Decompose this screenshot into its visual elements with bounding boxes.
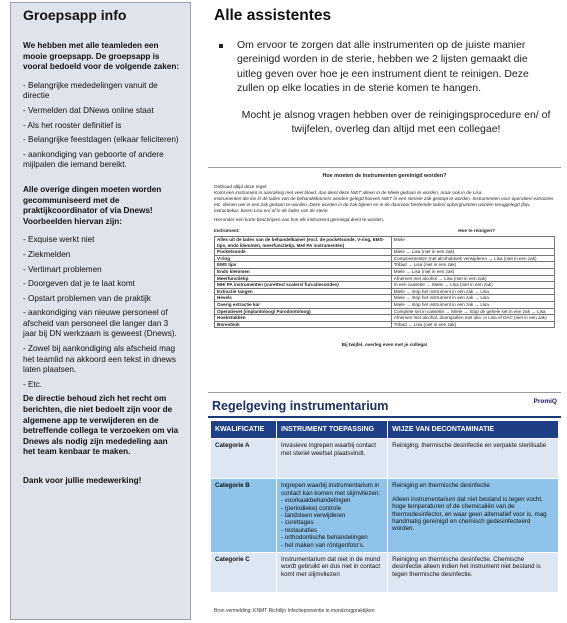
- column-header: Instrument:: [214, 228, 240, 233]
- instrument-cell: Operatieset (implantoloog/ Parodontoloog): [215, 308, 392, 315]
- table-row: [215, 255, 555, 262]
- table-row: [215, 262, 555, 269]
- method-cell: In een cassette → Miele → Lisa (niet in een zak): [391, 282, 554, 289]
- list-item: - Zowel bij aankondiging als afscheid mag het teamlid na akkoord een tekst in dnews laten plaatsen.: [23, 344, 176, 375]
- instrument-cell: Borenblok: [215, 321, 392, 328]
- table-row: [215, 288, 555, 295]
- doc-title: Hoe moeten de instrumenten gereinigd worden?: [322, 173, 447, 179]
- regelgeving-table: [210, 420, 559, 593]
- list-item: - aankondiging van geboorte of andere mijlpalen die iemand bereikt.: [23, 149, 164, 170]
- promiq-logo: PromiQ: [533, 398, 557, 405]
- intro-text-2: Alle overige dingen moeten worden gecommuniseerd met de praktijkcoordinator of via Dnews! Voorbeelden hiervan zijn:: [23, 184, 162, 226]
- list-item: - Belangrijke mededelingen vanuit de directie: [23, 80, 158, 101]
- column-header: INSTRUMENT TOEPASSING: [277, 421, 388, 439]
- method-cell: Miele → Lisa (niet in een zak): [391, 249, 554, 256]
- method-cell: Afnemen met alcohol, doorspulten met olie, in Lisa of DAC (niet in een zak): [391, 315, 554, 322]
- intro-text: We hebben met alle teamleden een mooie groepsapp. De groepsapp is vooral bedoeld voor de volgende zaken:: [23, 41, 180, 72]
- table-row: [215, 282, 555, 289]
- list-item: - Opstart problemen van de praktijk: [23, 293, 151, 303]
- list-item: - Vermelden dat DNews online staat: [23, 105, 154, 115]
- column-header: Hoe te reinigen?: [458, 228, 495, 233]
- regelgeving-section: [208, 396, 561, 620]
- instrument-cell: EMS tips: [215, 262, 392, 269]
- table-row: [215, 301, 555, 308]
- groepsapp-info-panel: [10, 2, 191, 620]
- other-matters-list: [23, 235, 182, 390]
- list-item: - tandsteen verwijderen: [281, 512, 383, 519]
- list-item: - Ziekmelden: [23, 249, 71, 259]
- list-item: - Exquise werkt niet: [23, 235, 95, 245]
- category-b-method-2: Alleen instrumentarium dat niet bestand is tegen vocht, hoge temperaturen of de chemicaliën van de thermodesinfector, en waar geen alternatief voor is, mag handmatig gereinigd en chemisch gedesinfecteerd worden.: [392, 495, 547, 533]
- announcement-paragraph-1: Om ervoor te zorgen dat alle instrumenten op de juiste manier gereinigd worden in de sterie, hebben we 2 lijsten gemaakt die uitleg geven over hoe je een instrument dient te reinigen. Deze zullen op elke locaties in de sterie komen te hangen.: [237, 39, 529, 94]
- doc-line: Instrumenten die los in de lades van de behandelkamers worden gelegd hoeven NIET in een steriele zak gestopt te worden. Instrumenten voor operaties/ extracties etc. dienen wel in een zak gedaan te worden. Deze worden in de zak bijleen en in de daarvoor bestemde lades/ opbergruimten worden teruggelegd (bijv. extractiekar, boren Lisa en/ of in de lades van de sterie.: [214, 196, 554, 213]
- doc-footer: Bij twijfel, overleg even met je collega!: [341, 342, 428, 348]
- list-item: - voorkaakbehandelingen: [281, 497, 383, 504]
- list-item: - restauraties: [281, 527, 383, 534]
- list-item: - Als het rooster definitief is: [23, 120, 122, 130]
- category-b-use: [277, 479, 388, 553]
- announcement: [219, 38, 555, 137]
- column-header: WIJZE VAN DECONTAMINATIE: [388, 421, 559, 439]
- category-b-method: [388, 479, 559, 553]
- cleaning-instructions-document: [208, 167, 561, 393]
- instrument-cell: MH/ PA instrumenten (curettes/ scalers/ furcatiesondes): [215, 282, 392, 289]
- announcement-paragraph-2: Mocht je alsnog vragen hebben over de reinigingsprocedure en/ of twijfelen, overleg dan altijd met een collegae!: [241, 109, 551, 136]
- instrument-cell: V-ring: [215, 255, 392, 262]
- main-content: [200, 0, 562, 623]
- method-cell: Compoestresten met alcoholdoek verwijderen → Lisa (niet in een zak): [391, 255, 554, 262]
- list-item: - Belangrijke feestdagen (elkaar feliciteren): [23, 135, 179, 145]
- panel-title: Groepsapp info: [23, 7, 127, 23]
- doc-table-header: [214, 228, 555, 234]
- category-b-use-text: Ingrepen waarbij instrumentarium in contact kan komen met slijmvliezen:: [281, 482, 381, 497]
- regelgeving-title: Regelgeving instrumentarium: [212, 399, 389, 413]
- category-a-use: Invasieve ingrepen waarbij contact met steriel weefsel plaatsvindt.: [277, 439, 388, 479]
- thanks-text: Dank voor jullie medewerking!: [23, 476, 142, 485]
- main-title: Alle assistentes: [214, 7, 332, 24]
- instrument-cell: Endo klemmen: [215, 268, 392, 275]
- instrument-cell: Extractie tangen: [215, 288, 392, 295]
- instrument-cell: Hoekstukken: [215, 315, 392, 322]
- instrument-cell: Overig extractie kar: [215, 301, 392, 308]
- list-item: - curettages: [281, 519, 383, 526]
- category-b: Categorie B: [211, 479, 277, 553]
- bullet-icon: [219, 44, 223, 48]
- category-a-method: Reiniging, thermische desinfectie en verpakte sterilisatie: [388, 439, 559, 479]
- list-item: - het maken van röntgenfoto's.: [281, 542, 383, 549]
- list-item: - aankondiging van nieuwe personeel of afscheid van personeel die langer dan 3 jaar bij DN werkzaam is geweest (Dnews).: [23, 308, 177, 339]
- method-cell: Miele → stop het instrument in een zak → Lisa: [391, 295, 554, 302]
- category-b-list: [281, 497, 383, 549]
- category-a: Categorie A: [211, 439, 277, 479]
- category-c: Categorie C: [211, 553, 277, 593]
- method-cell: Miele → stop het instrument in een zak → Lisa: [391, 301, 554, 308]
- instrument-cell: Pocketsonde: [215, 249, 392, 256]
- category-b-method-1: Reiniging en thermische desinfectie: [392, 482, 490, 490]
- category-c-method: Reiniging en thermische desinfectie. Chemische desinfectie alleen indien het instrument niet bestand is tegen thermische desinfectie.: [388, 553, 559, 593]
- source-note: Bron vermelding: KNMT Richtlijn Infectiepreventie in mondzorgpraktijken: [214, 608, 375, 614]
- table-row: [211, 479, 559, 553]
- method-cell: Miele → Lisa (niet in een zak): [391, 268, 554, 275]
- table-row: [215, 321, 555, 328]
- doc-line: Hieronder een korte beschrijven van hoe elk instrument gereinigd dient te worden.: [214, 217, 385, 222]
- doc-line: Onthoud altijd deze regel:: [214, 184, 268, 189]
- category-c-use: Instrumentarium dat niet in de mond wordt gebruikt en dus niet in contact komt met slijmvliezen: [277, 553, 388, 593]
- table-row: [215, 249, 555, 256]
- method-cell: Miele: [391, 237, 554, 249]
- table-row: [215, 308, 555, 315]
- doc-line: Komt een instrument in aanraking met veel bloed, dan dient deze NIET alleen in de Miele gedaan te worden, maar ook in de Lisa.: [214, 190, 483, 195]
- column-header: KWALIFICATIE: [211, 421, 277, 439]
- instrument-cell: Hevels: [215, 295, 392, 302]
- list-item: - Doorgeven dat je te laat komt: [23, 279, 135, 289]
- method-cell: Afnemen met alcohol → Lisa (niet in een zak): [391, 275, 554, 282]
- instrument-cell: Alles uit de lades van de behandelkamer (excl. de pocketsonde, V-ring, EMS-tips, endo klemmen, meerfunctietip, MH/ PA instrumenten): [215, 237, 392, 249]
- table-row: [211, 439, 559, 479]
- method-cell: Tribad → Lisa (niet in een zak): [391, 262, 554, 269]
- method-cell: Miele → stop het instrument in een zak → Lisa: [391, 288, 554, 295]
- table-row: [215, 315, 555, 322]
- instrument-cell: Meerfunctietip: [215, 275, 392, 282]
- table-row: [215, 295, 555, 302]
- directie-note: De directie behoud zich het recht om berichten, die niet bedoelt zijn voor de algemene app te verwijderen en de betreffende collega te verzoeken om via Dnews als nodig zijn mededeling aan het team kenbaar te maken.: [23, 394, 179, 457]
- table-row: [215, 275, 555, 282]
- list-item: - Etc.: [23, 379, 43, 389]
- method-cell: Tribad → Lisa (niet in een zak): [391, 321, 554, 328]
- table-row: [215, 268, 555, 275]
- list-item: - Vertimart problemen: [23, 264, 102, 274]
- instrument-table: [214, 236, 555, 328]
- list-item: - orthodontische behandelingen: [281, 534, 383, 541]
- table-row: [211, 553, 559, 593]
- method-cell: Complete set in cassette → Miele → Stop de gehele set in een zak → Lisa: [391, 308, 554, 315]
- list-item: - (periodieke) controle: [281, 505, 383, 512]
- table-row: [215, 237, 555, 249]
- app-usage-list: [23, 81, 182, 171]
